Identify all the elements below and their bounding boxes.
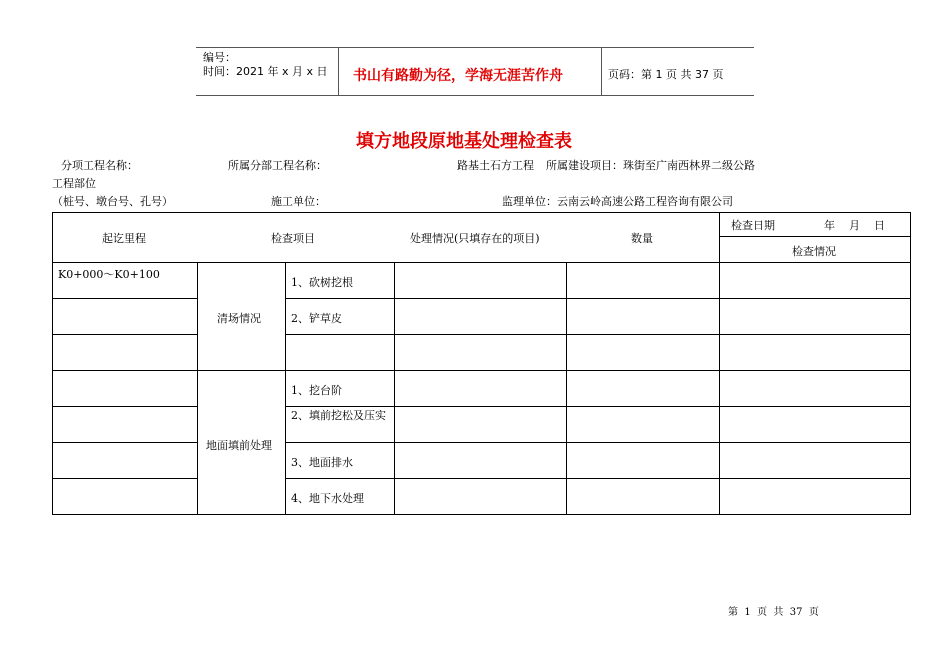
- row-line: [53, 478, 197, 479]
- header-bottom-line: [53, 262, 911, 263]
- location-label: 工程部位: [52, 177, 96, 190]
- time-label: 时间：2021 年 x 月 x 日: [203, 65, 328, 78]
- item-loosen-compact: 2、填前挖松及压实: [291, 409, 386, 422]
- col-line: [719, 213, 720, 514]
- page-footer: 第 1 页 共 37 页: [728, 607, 819, 618]
- header-bottom-rule: [196, 95, 754, 96]
- row-line: [53, 406, 197, 407]
- division-project-value: 路基土石方工程: [457, 159, 534, 172]
- header-top-rule: [196, 47, 754, 48]
- inspection-table: [52, 212, 911, 515]
- construction-project-label: 所属建设项目：珠街至广南西林界二级公路: [546, 159, 755, 172]
- header-handling: 处理情况(只填存在的项目): [410, 232, 540, 245]
- row-line: [285, 334, 911, 335]
- header-split-line: [719, 236, 911, 237]
- row-line: [285, 406, 911, 407]
- row-line: [285, 298, 911, 299]
- location-sub-label: （桩号、墩台号、孔号）: [52, 195, 173, 208]
- motto-text: 书山有路勤为径，学海无涯苦作舟: [353, 68, 563, 84]
- supervisor-label: 监理单位：云南云岭高速公路工程咨询有限公司: [502, 195, 733, 208]
- header-divider-2: [601, 47, 602, 96]
- item-groundwater: 4、地下水处理: [291, 492, 364, 505]
- header-divider-1: [338, 47, 339, 96]
- group-name-ground-treatment: 地面填前处理: [206, 439, 272, 452]
- group-line: [53, 370, 911, 371]
- row-line: [53, 298, 197, 299]
- division-project-label: 所属分部工程名称：: [228, 159, 327, 172]
- sub-project-label: 分项工程名称：: [61, 159, 138, 172]
- item-surface-drainage: 3、地面排水: [291, 456, 353, 469]
- item-remove-turf: 2、铲草皮: [291, 312, 342, 325]
- item-cut-trees: 1、砍树挖根: [291, 276, 353, 289]
- header-item: 检查项目: [271, 232, 315, 245]
- col-line: [285, 262, 286, 514]
- contractor-label: 施工单位：: [271, 195, 326, 208]
- col-line: [394, 262, 395, 514]
- col-line: [197, 262, 198, 514]
- header-station: 起讫里程: [102, 232, 146, 245]
- col-line: [566, 262, 567, 514]
- item-dig-steps: 1、挖台阶: [291, 384, 342, 397]
- row-line: [53, 334, 197, 335]
- serial-label: 编号：: [203, 51, 236, 64]
- header-quantity: 数量: [631, 232, 653, 245]
- document-header: [196, 47, 754, 96]
- group-name-clearing: 清场情况: [217, 312, 261, 325]
- row-line: [285, 478, 911, 479]
- station-value: K0+000～K0+100: [58, 268, 160, 281]
- header-check-date: 检查日期: [731, 219, 775, 232]
- header-date-ymd: 年 月 日: [824, 219, 885, 232]
- header-check-result: 检查情况: [792, 245, 836, 258]
- row-line: [285, 442, 911, 443]
- form-title: 填方地段原地基处理检查表: [356, 131, 572, 152]
- page-label: 页码：第 1 页 共 37 页: [608, 68, 724, 81]
- row-line: [53, 442, 197, 443]
